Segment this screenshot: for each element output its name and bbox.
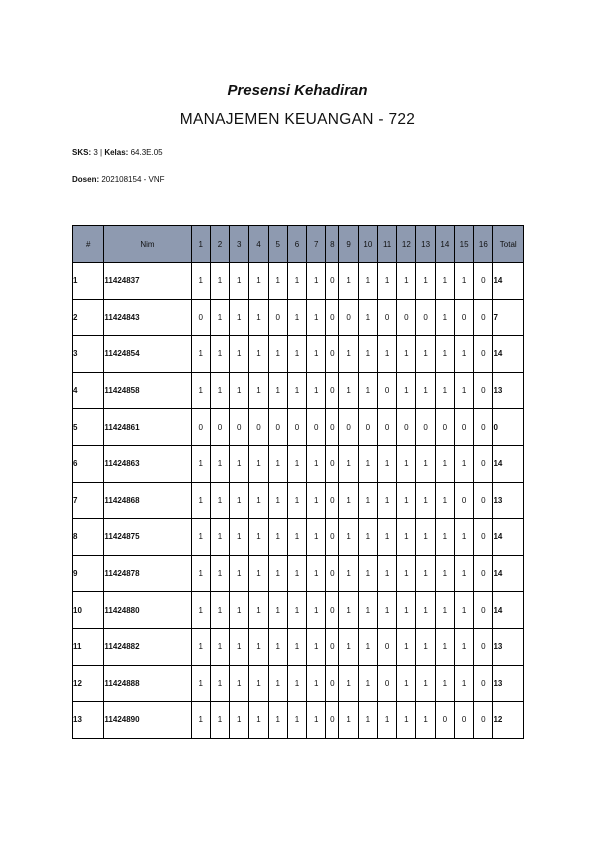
table-row	[73, 299, 524, 336]
attendance-cell: 1	[377, 519, 396, 556]
attendance-cell: 1	[230, 263, 249, 300]
attendance-cell: 1	[249, 628, 268, 665]
attendance-cell: 1	[210, 482, 229, 519]
attendance-cell: 1	[307, 482, 326, 519]
attendance-cell: 1	[339, 482, 358, 519]
attendance-cell: 1	[307, 445, 326, 482]
attendance-cell: 1	[339, 592, 358, 629]
attendance-cell: 0	[358, 409, 377, 446]
attendance-cell: 0	[210, 409, 229, 446]
attendance-total: 14	[493, 445, 524, 482]
attendance-cell: 1	[230, 665, 249, 702]
attendance-cell: 1	[416, 445, 435, 482]
attendance-total: 13	[493, 628, 524, 665]
attendance-cell: 1	[268, 263, 287, 300]
attendance-cell: 1	[191, 372, 210, 409]
column-header-meeting: 7	[307, 226, 326, 263]
table-row	[73, 702, 524, 739]
student-nim: 11424868	[104, 482, 191, 519]
attendance-cell: 1	[307, 702, 326, 739]
attendance-cell: 1	[249, 519, 268, 556]
attendance-total: 14	[493, 555, 524, 592]
row-number: 2	[73, 299, 104, 336]
attendance-cell: 1	[397, 592, 416, 629]
attendance-cell: 1	[358, 702, 377, 739]
attendance-cell: 1	[287, 299, 306, 336]
attendance-cell: 0	[268, 299, 287, 336]
table-row	[73, 445, 524, 482]
attendance-cell: 1	[249, 299, 268, 336]
attendance-cell: 1	[307, 628, 326, 665]
column-header-meeting: 9	[339, 226, 358, 263]
student-nim: 11424875	[104, 519, 191, 556]
attendance-cell: 1	[358, 263, 377, 300]
table-row	[73, 409, 524, 446]
column-header-meeting: 6	[287, 226, 306, 263]
attendance-cell: 1	[377, 336, 396, 373]
attendance-cell: 1	[435, 628, 454, 665]
attendance-cell: 1	[307, 665, 326, 702]
attendance-cell: 1	[416, 482, 435, 519]
student-nim: 11424863	[104, 445, 191, 482]
column-header-meeting: 15	[454, 226, 473, 263]
attendance-cell: 1	[210, 665, 229, 702]
attendance-cell: 1	[230, 482, 249, 519]
table-row	[73, 263, 524, 300]
attendance-cell: 0	[397, 409, 416, 446]
attendance-cell: 1	[249, 482, 268, 519]
table-row	[73, 628, 524, 665]
attendance-cell: 0	[397, 299, 416, 336]
row-number: 8	[73, 519, 104, 556]
attendance-cell: 1	[435, 482, 454, 519]
column-header-no: #	[73, 226, 104, 263]
attendance-cell: 0	[191, 409, 210, 446]
attendance-cell: 1	[397, 519, 416, 556]
attendance-cell: 1	[268, 482, 287, 519]
attendance-cell: 0	[377, 409, 396, 446]
attendance-total: 0	[493, 409, 524, 446]
attendance-cell: 1	[210, 263, 229, 300]
attendance-cell: 1	[397, 555, 416, 592]
attendance-cell: 0	[326, 409, 339, 446]
table-row	[73, 519, 524, 556]
attendance-total: 13	[493, 482, 524, 519]
course-title: MANAJEMEN KEUANGAN - 722	[179, 111, 416, 128]
attendance-cell: 0	[326, 263, 339, 300]
column-header-meeting: 4	[249, 226, 268, 263]
row-number: 9	[73, 555, 104, 592]
row-number: 12	[73, 665, 104, 702]
attendance-cell: 0	[474, 665, 493, 702]
attendance-cell: 1	[307, 555, 326, 592]
row-number: 11	[73, 628, 104, 665]
attendance-cell: 1	[397, 372, 416, 409]
attendance-total: 7	[493, 299, 524, 336]
attendance-cell: 1	[435, 299, 454, 336]
attendance-cell: 1	[435, 592, 454, 629]
attendance-cell: 0	[326, 372, 339, 409]
attendance-cell: 1	[454, 592, 473, 629]
attendance-cell: 1	[358, 628, 377, 665]
table-row	[73, 592, 524, 629]
attendance-cell: 0	[474, 263, 493, 300]
attendance-cell: 1	[377, 482, 396, 519]
column-header-total: Total	[493, 226, 524, 263]
attendance-cell: 1	[249, 445, 268, 482]
student-nim: 11424858	[104, 372, 191, 409]
attendance-cell: 0	[474, 372, 493, 409]
attendance-cell: 0	[339, 299, 358, 336]
attendance-cell: 1	[268, 336, 287, 373]
attendance-cell: 1	[249, 263, 268, 300]
attendance-cell: 0	[377, 372, 396, 409]
student-nim: 11424843	[104, 299, 191, 336]
attendance-cell: 0	[435, 409, 454, 446]
attendance-cell: 1	[268, 702, 287, 739]
attendance-cell: 1	[435, 555, 454, 592]
course-info	[72, 148, 163, 157]
column-header-meeting: 8	[326, 226, 339, 263]
attendance-cell: 1	[268, 628, 287, 665]
column-header-meeting: 5	[268, 226, 287, 263]
student-nim: 11424861	[104, 409, 191, 446]
attendance-cell: 1	[268, 665, 287, 702]
attendance-cell: 1	[307, 263, 326, 300]
attendance-cell: 1	[230, 555, 249, 592]
attendance-cell: 1	[435, 263, 454, 300]
attendance-cell: 1	[339, 372, 358, 409]
attendance-cell: 0	[249, 409, 268, 446]
attendance-cell: 1	[454, 263, 473, 300]
row-number: 13	[73, 702, 104, 739]
dosen-value: 202108154 - VNF	[99, 175, 165, 184]
attendance-cell: 0	[474, 628, 493, 665]
attendance-cell: 0	[191, 299, 210, 336]
attendance-cell: 1	[230, 519, 249, 556]
attendance-cell: 0	[326, 592, 339, 629]
attendance-total: 14	[493, 519, 524, 556]
attendance-cell: 0	[474, 702, 493, 739]
attendance-cell: 1	[454, 372, 473, 409]
attendance-cell: 1	[191, 445, 210, 482]
attendance-cell: 1	[397, 336, 416, 373]
table-row	[73, 372, 524, 409]
attendance-cell: 0	[474, 519, 493, 556]
attendance-cell: 1	[287, 482, 306, 519]
attendance-cell: 0	[326, 555, 339, 592]
attendance-cell: 1	[454, 665, 473, 702]
attendance-cell: 1	[454, 555, 473, 592]
attendance-cell: 1	[358, 299, 377, 336]
attendance-cell: 0	[326, 702, 339, 739]
attendance-total: 13	[493, 665, 524, 702]
dosen-label: Dosen:	[72, 175, 100, 184]
attendance-cell: 1	[358, 336, 377, 373]
attendance-cell: 1	[210, 592, 229, 629]
attendance-cell: 1	[230, 299, 249, 336]
attendance-cell: 0	[287, 409, 306, 446]
attendance-cell: 1	[210, 372, 229, 409]
attendance-cell: 1	[397, 482, 416, 519]
attendance-cell: 1	[358, 482, 377, 519]
attendance-cell: 1	[358, 519, 377, 556]
attendance-cell: 1	[416, 555, 435, 592]
table-row	[73, 336, 524, 373]
row-number: 1	[73, 263, 104, 300]
attendance-cell: 1	[287, 519, 306, 556]
column-header-nim: Nim	[104, 226, 191, 263]
attendance-cell: 1	[397, 445, 416, 482]
attendance-cell: 1	[377, 555, 396, 592]
attendance-cell: 1	[339, 519, 358, 556]
sks-label: SKS:	[72, 148, 92, 157]
attendance-cell: 1	[358, 665, 377, 702]
attendance-cell: 1	[287, 592, 306, 629]
attendance-cell: 0	[326, 628, 339, 665]
attendance-cell: 0	[454, 409, 473, 446]
attendance-cell: 1	[210, 519, 229, 556]
attendance-cell: 1	[454, 628, 473, 665]
attendance-cell: 1	[268, 592, 287, 629]
attendance-cell: 1	[230, 702, 249, 739]
attendance-cell: 1	[287, 665, 306, 702]
column-header-meeting: 10	[358, 226, 377, 263]
attendance-cell: 0	[339, 409, 358, 446]
attendance-table	[72, 225, 524, 739]
attendance-cell: 1	[307, 592, 326, 629]
attendance-cell: 1	[435, 665, 454, 702]
attendance-total: 13	[493, 372, 524, 409]
attendance-total: 14	[493, 592, 524, 629]
lecturer-info	[72, 175, 165, 184]
attendance-cell: 1	[210, 555, 229, 592]
attendance-cell: 0	[474, 555, 493, 592]
attendance-cell: 1	[287, 336, 306, 373]
attendance-cell: 0	[326, 482, 339, 519]
table-body	[73, 263, 524, 739]
attendance-cell: 1	[377, 702, 396, 739]
sks-value: 3 |	[91, 148, 105, 157]
attendance-cell: 1	[191, 702, 210, 739]
attendance-cell: 1	[191, 628, 210, 665]
student-nim: 11424854	[104, 336, 191, 373]
attendance-cell: 1	[397, 665, 416, 702]
attendance-cell: 0	[474, 409, 493, 446]
attendance-cell: 1	[307, 372, 326, 409]
attendance-cell: 1	[377, 445, 396, 482]
row-number: 4	[73, 372, 104, 409]
attendance-cell: 1	[416, 702, 435, 739]
student-nim: 11424882	[104, 628, 191, 665]
attendance-cell: 1	[435, 336, 454, 373]
attendance-cell: 1	[397, 702, 416, 739]
attendance-cell: 1	[191, 263, 210, 300]
attendance-cell: 1	[339, 628, 358, 665]
attendance-cell: 1	[210, 702, 229, 739]
attendance-cell: 0	[474, 336, 493, 373]
attendance-cell: 1	[416, 628, 435, 665]
attendance-cell: 1	[230, 592, 249, 629]
attendance-cell: 1	[454, 336, 473, 373]
attendance-total: 14	[493, 336, 524, 373]
table-row	[73, 482, 524, 519]
attendance-cell: 0	[377, 628, 396, 665]
attendance-cell: 1	[287, 628, 306, 665]
attendance-cell: 1	[287, 263, 306, 300]
column-header-meeting: 3	[230, 226, 249, 263]
kelas-value: 64.3E.05	[128, 148, 163, 157]
attendance-cell: 0	[474, 445, 493, 482]
table-row	[73, 555, 524, 592]
attendance-cell: 1	[397, 628, 416, 665]
attendance-cell: 1	[287, 702, 306, 739]
attendance-cell: 0	[230, 409, 249, 446]
attendance-cell: 1	[230, 628, 249, 665]
attendance-cell: 1	[268, 519, 287, 556]
attendance-cell: 1	[339, 336, 358, 373]
attendance-cell: 1	[454, 519, 473, 556]
attendance-cell: 0	[454, 702, 473, 739]
column-header-meeting: 16	[474, 226, 493, 263]
table-header-row	[73, 226, 524, 263]
attendance-cell: 1	[249, 702, 268, 739]
attendance-cell: 1	[358, 592, 377, 629]
student-nim: 11424878	[104, 555, 191, 592]
attendance-cell: 1	[397, 263, 416, 300]
attendance-cell: 1	[287, 555, 306, 592]
attendance-cell: 1	[339, 445, 358, 482]
attendance-cell: 1	[358, 372, 377, 409]
attendance-cell: 1	[191, 482, 210, 519]
attendance-cell: 0	[474, 592, 493, 629]
attendance-cell: 1	[358, 555, 377, 592]
attendance-cell: 1	[249, 592, 268, 629]
attendance-cell: 1	[416, 263, 435, 300]
attendance-cell: 1	[435, 445, 454, 482]
attendance-cell: 1	[416, 519, 435, 556]
attendance-cell: 1	[416, 665, 435, 702]
attendance-cell: 1	[249, 336, 268, 373]
attendance-cell: 1	[191, 555, 210, 592]
attendance-cell: 0	[268, 409, 287, 446]
attendance-cell: 1	[268, 372, 287, 409]
student-nim: 11424880	[104, 592, 191, 629]
attendance-cell: 1	[210, 628, 229, 665]
attendance-total: 14	[493, 263, 524, 300]
attendance-cell: 1	[339, 665, 358, 702]
attendance-cell: 1	[358, 445, 377, 482]
attendance-cell: 0	[326, 445, 339, 482]
attendance-cell: 1	[191, 665, 210, 702]
table-row	[73, 665, 524, 702]
attendance-cell: 0	[377, 299, 396, 336]
column-header-meeting: 11	[377, 226, 396, 263]
attendance-cell: 0	[474, 299, 493, 336]
attendance-cell: 1	[339, 702, 358, 739]
row-number: 10	[73, 592, 104, 629]
attendance-cell: 0	[326, 299, 339, 336]
attendance-cell: 1	[307, 336, 326, 373]
attendance-cell: 1	[416, 592, 435, 629]
row-number: 7	[73, 482, 104, 519]
page-title: Presensi Kehadiran	[227, 82, 368, 99]
kelas-label: Kelas:	[104, 148, 129, 157]
attendance-cell: 1	[339, 263, 358, 300]
attendance-cell: 1	[416, 336, 435, 373]
student-nim: 11424837	[104, 263, 191, 300]
attendance-cell: 1	[307, 299, 326, 336]
attendance-cell: 1	[210, 445, 229, 482]
attendance-cell: 1	[249, 372, 268, 409]
attendance-cell: 1	[339, 555, 358, 592]
attendance-cell: 1	[377, 263, 396, 300]
attendance-cell: 0	[454, 482, 473, 519]
attendance-cell: 1	[249, 555, 268, 592]
attendance-cell: 1	[210, 299, 229, 336]
attendance-cell: 1	[435, 519, 454, 556]
attendance-cell: 0	[307, 409, 326, 446]
attendance-cell: 1	[210, 336, 229, 373]
attendance-cell: 1	[191, 336, 210, 373]
row-number: 6	[73, 445, 104, 482]
attendance-cell: 1	[191, 519, 210, 556]
attendance-cell: 1	[377, 592, 396, 629]
column-header-meeting: 1	[191, 226, 210, 263]
column-header-meeting: 12	[397, 226, 416, 263]
attendance-cell: 1	[230, 445, 249, 482]
attendance-cell: 0	[474, 482, 493, 519]
column-header-meeting: 13	[416, 226, 435, 263]
attendance-cell: 1	[435, 372, 454, 409]
row-number: 3	[73, 336, 104, 373]
attendance-cell: 0	[454, 299, 473, 336]
attendance-cell: 1	[287, 372, 306, 409]
column-header-meeting: 2	[210, 226, 229, 263]
attendance-cell: 1	[416, 372, 435, 409]
attendance-cell: 1	[268, 445, 287, 482]
column-header-meeting: 14	[435, 226, 454, 263]
attendance-cell: 1	[287, 445, 306, 482]
attendance-cell: 1	[268, 555, 287, 592]
attendance-cell: 0	[416, 299, 435, 336]
attendance-cell: 0	[435, 702, 454, 739]
attendance-total: 12	[493, 702, 524, 739]
attendance-cell: 1	[191, 592, 210, 629]
attendance-cell: 0	[326, 336, 339, 373]
attendance-cell: 0	[326, 665, 339, 702]
attendance-cell: 1	[249, 665, 268, 702]
student-nim: 11424890	[104, 702, 191, 739]
attendance-cell: 1	[230, 372, 249, 409]
attendance-cell: 0	[377, 665, 396, 702]
student-nim: 11424888	[104, 665, 191, 702]
attendance-cell: 1	[307, 519, 326, 556]
attendance-cell: 0	[416, 409, 435, 446]
row-number: 5	[73, 409, 104, 446]
attendance-cell: 1	[454, 445, 473, 482]
attendance-cell: 1	[230, 336, 249, 373]
attendance-cell: 0	[326, 519, 339, 556]
